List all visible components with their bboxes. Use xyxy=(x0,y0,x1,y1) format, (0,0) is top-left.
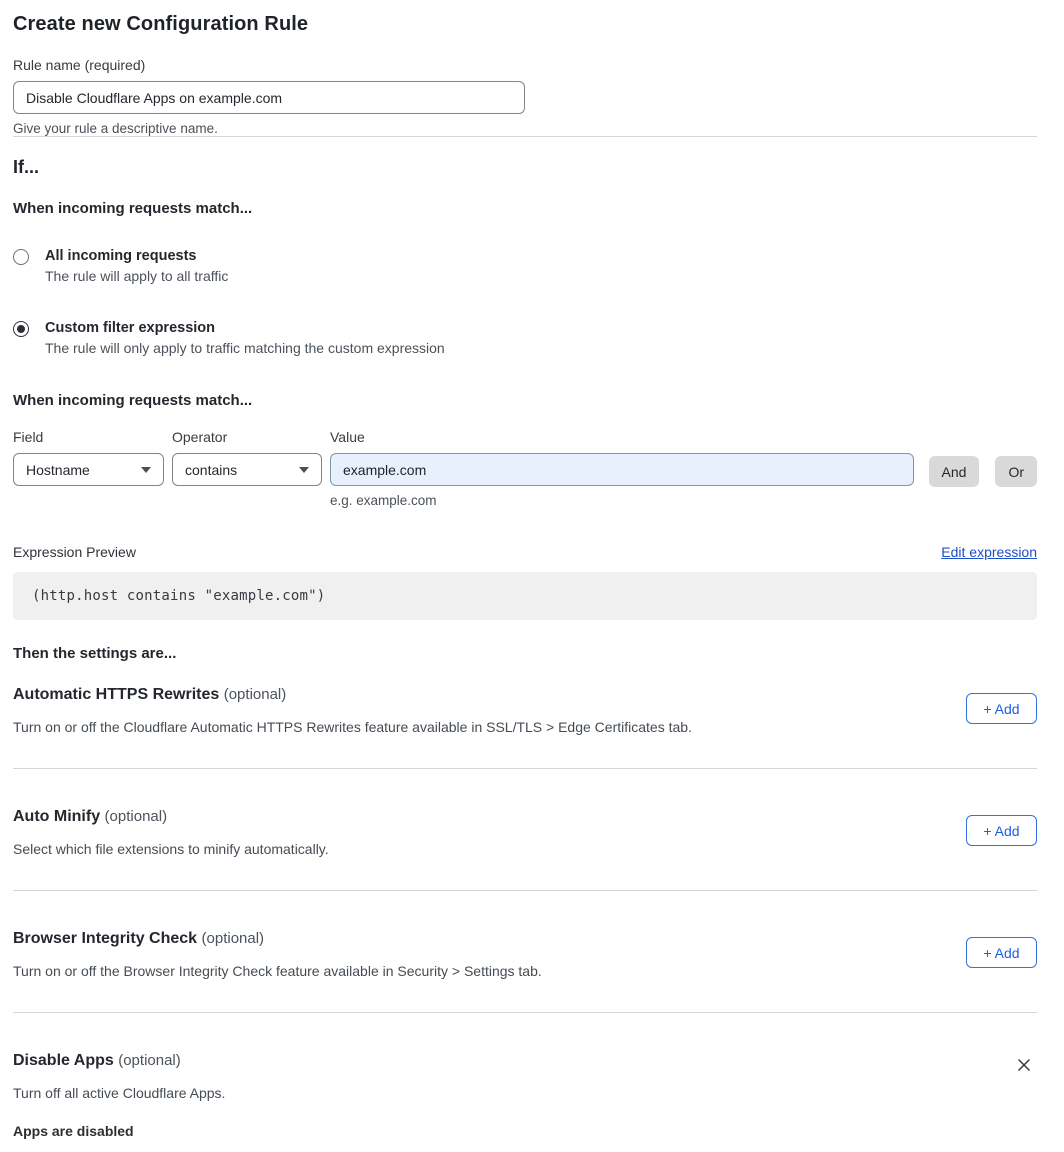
page-title: Create new Configuration Rule xyxy=(13,13,309,35)
setting-optional-tag: (optional) xyxy=(118,1052,181,1069)
rule-name-label: Rule name (required) xyxy=(13,57,146,73)
setting-title: Automatic HTTPS Rewrites xyxy=(13,686,220,703)
rule-name-input[interactable] xyxy=(13,81,525,114)
expression-builder-heading: When incoming requests match... xyxy=(13,392,253,409)
radio-option-label: All incoming requests xyxy=(45,248,197,264)
setting-description: Turn off all active Cloudflare Apps. xyxy=(13,1085,226,1101)
setting-title: Auto Minify xyxy=(13,808,101,825)
radio-custom-filter-expression[interactable] xyxy=(13,321,29,337)
operator-select-value: contains xyxy=(185,461,238,478)
radio-option-description: The rule will apply to all traffic xyxy=(45,268,229,284)
disable-apps-status: Apps are disabled xyxy=(13,1123,134,1139)
expression-preview-label: Expression Preview xyxy=(13,544,136,560)
setting-description: Turn on or off the Browser Integrity Check feature available in Security > Settings tab. xyxy=(13,963,542,979)
chevron-down-icon xyxy=(141,467,151,473)
radio-option-label: Custom filter expression xyxy=(45,320,216,336)
setting-description: Select which file extensions to minify automatically. xyxy=(13,841,329,857)
operator-label: Operator xyxy=(172,429,228,445)
expression-preview-code-block xyxy=(13,572,1037,620)
setting-description: Turn on or off the Cloudflare Automatic HTTPS Rewrites feature available in SSL/TLS > Edge Certificates tab. xyxy=(13,719,692,735)
radio-all-incoming-requests[interactable] xyxy=(13,249,29,265)
value-helper: e.g. example.com xyxy=(330,493,437,508)
setting-optional-tag: (optional) xyxy=(201,930,265,947)
settings-heading: Then the settings are... xyxy=(13,645,177,662)
setting-row-auto-minify xyxy=(13,769,1037,890)
match-subheading: When incoming requests match... xyxy=(13,200,253,217)
setting-optional-tag: (optional) xyxy=(104,808,168,825)
field-select[interactable] xyxy=(13,453,164,486)
or-button[interactable]: Or xyxy=(995,456,1037,487)
radio-option-custom-filter[interactable] xyxy=(13,320,1037,356)
add-automatic-https-rewrites-button[interactable]: + Add xyxy=(966,693,1037,724)
add-auto-minify-button[interactable]: + Add xyxy=(966,815,1037,846)
setting-row-browser-integrity-check xyxy=(13,891,1037,1012)
rule-name-block xyxy=(13,57,1037,136)
expression-builder-row xyxy=(13,429,1037,508)
expression-preview-row xyxy=(13,544,1037,560)
section-divider xyxy=(13,136,1037,137)
if-heading: If... xyxy=(13,157,39,177)
and-button[interactable]: And xyxy=(929,456,980,487)
field-label: Field xyxy=(13,429,44,445)
close-icon xyxy=(1015,1056,1033,1074)
value-input[interactable] xyxy=(330,453,914,486)
rule-name-helper: Give your rule a descriptive name. xyxy=(13,121,218,136)
setting-title: Browser Integrity Check xyxy=(13,930,198,947)
edit-expression-link[interactable]: Edit expression xyxy=(941,544,1037,560)
remove-disable-apps-button[interactable] xyxy=(1014,1055,1034,1075)
radio-option-description: The rule will only apply to traffic matching the custom expression xyxy=(45,340,445,356)
expression-code: (http.host contains "example.com") xyxy=(32,588,326,604)
setting-title: Disable Apps xyxy=(13,1052,114,1069)
setting-row-automatic-https-rewrites xyxy=(13,662,1037,768)
setting-row-disable-apps xyxy=(13,1013,1037,1139)
value-label: Value xyxy=(330,429,365,445)
chevron-down-icon xyxy=(299,467,309,473)
field-select-value: Hostname xyxy=(26,461,90,478)
operator-select[interactable] xyxy=(172,453,322,486)
radio-option-all-incoming[interactable] xyxy=(13,248,1037,284)
add-browser-integrity-check-button[interactable]: + Add xyxy=(966,937,1037,968)
setting-optional-tag: (optional) xyxy=(223,686,287,703)
